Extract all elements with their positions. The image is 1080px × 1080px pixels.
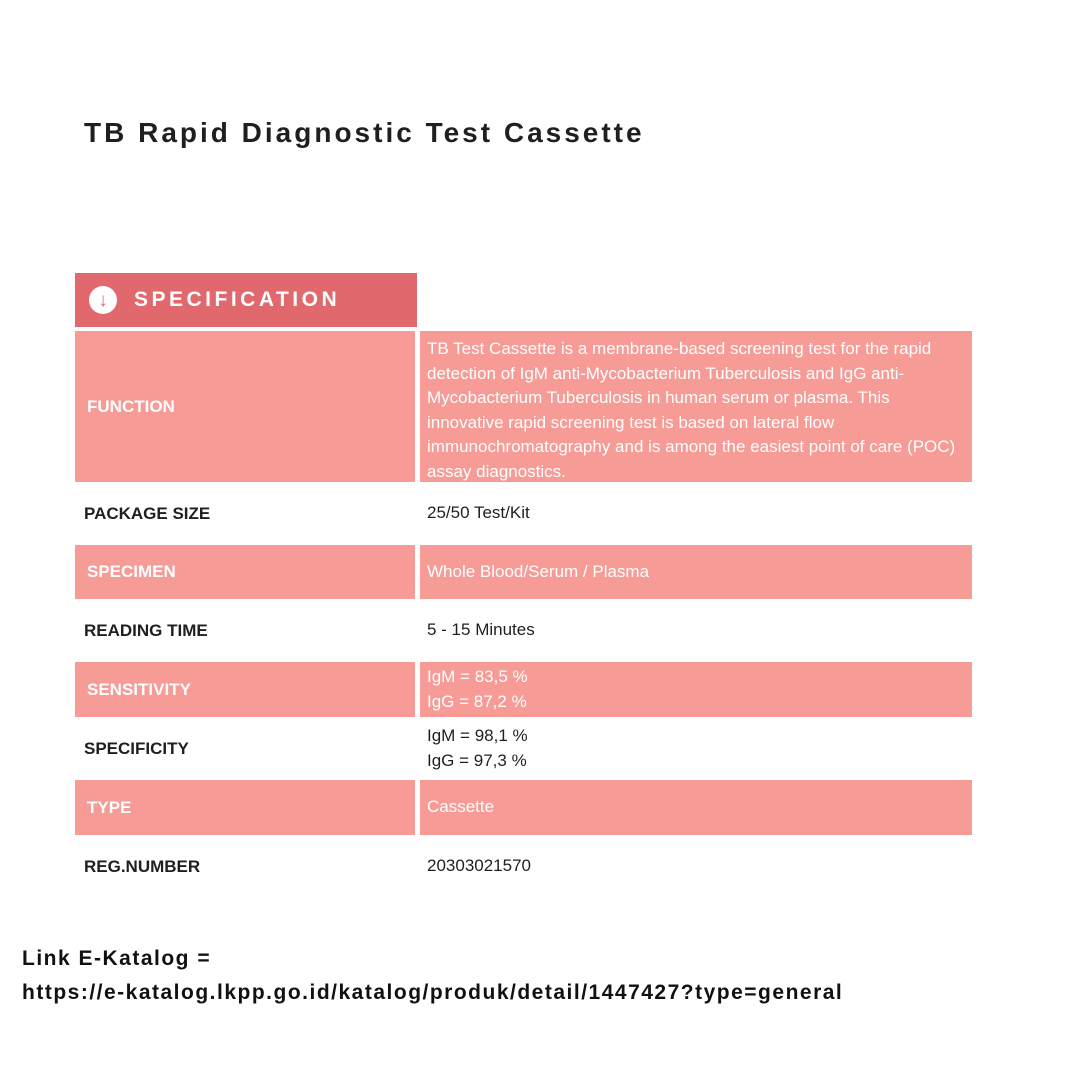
table-row <box>75 780 972 835</box>
value-line: Whole Blood/Serum / Plasma <box>427 561 650 581</box>
table-row <box>75 662 972 717</box>
row-value <box>420 835 972 898</box>
table-row <box>75 717 972 780</box>
table-row <box>75 545 972 599</box>
spec-rows <box>75 331 972 898</box>
spec-table <box>75 273 972 898</box>
value-line: 25/50 Test/Kit <box>427 503 530 523</box>
row-label: READING TIME <box>84 620 208 640</box>
table-row <box>75 599 972 662</box>
spec-header <box>75 273 417 327</box>
page-title: TB Rapid Diagnostic Test Cassette <box>84 117 645 148</box>
row-value <box>420 545 972 599</box>
row-label: PACKAGE SIZE <box>84 503 211 523</box>
table-row <box>75 835 972 898</box>
row-label: SENSITIVITY <box>75 662 415 717</box>
arrow-down-circle-icon: ↓ <box>89 286 117 314</box>
value-line: IgM = 83,5 % <box>427 667 528 686</box>
row-label: FUNCTION <box>75 331 415 482</box>
footer-link-label: Link E-Katalog = <box>22 947 212 970</box>
row-value <box>420 662 972 717</box>
row-label: SPECIFICITY <box>84 738 189 758</box>
value-line: TB Test Cassette is a membrane-based screening test for the rapid detection of IgM anti-Mycobacterium Tuberculosis and IgG anti-Mycobacterium Tuberculosis in human serum or plasma. This innovative rapid screening test is based on lateral flow immunochromatography and is among the easiest point of care (POC) assay diagnostics. <box>427 339 956 481</box>
value-line: IgG = 97,3 % <box>427 750 527 770</box>
row-label: REG.NUMBER <box>84 856 201 876</box>
row-value <box>420 717 972 780</box>
spec-header-label: SPECIFICATION <box>134 288 341 311</box>
value-line: IgG = 87,2 % <box>427 691 527 711</box>
table-row <box>75 331 972 482</box>
footer <box>22 942 843 1010</box>
row-value <box>420 482 972 545</box>
footer-link-url: https://e-katalog.lkpp.go.id/katalog/produk/detail/1447427?type=general <box>22 981 844 1004</box>
row-label: SPECIMEN <box>75 545 415 599</box>
row-label: TYPE <box>75 780 415 835</box>
row-value <box>420 780 972 835</box>
row-value <box>420 599 972 662</box>
value-line: 5 - 15 Minutes <box>427 620 535 640</box>
value-line: IgM = 98,1 % <box>427 726 528 745</box>
row-value <box>420 331 972 482</box>
value-line: 20303021570 <box>427 856 532 876</box>
value-line: Cassette <box>427 797 495 817</box>
table-row <box>75 482 972 545</box>
